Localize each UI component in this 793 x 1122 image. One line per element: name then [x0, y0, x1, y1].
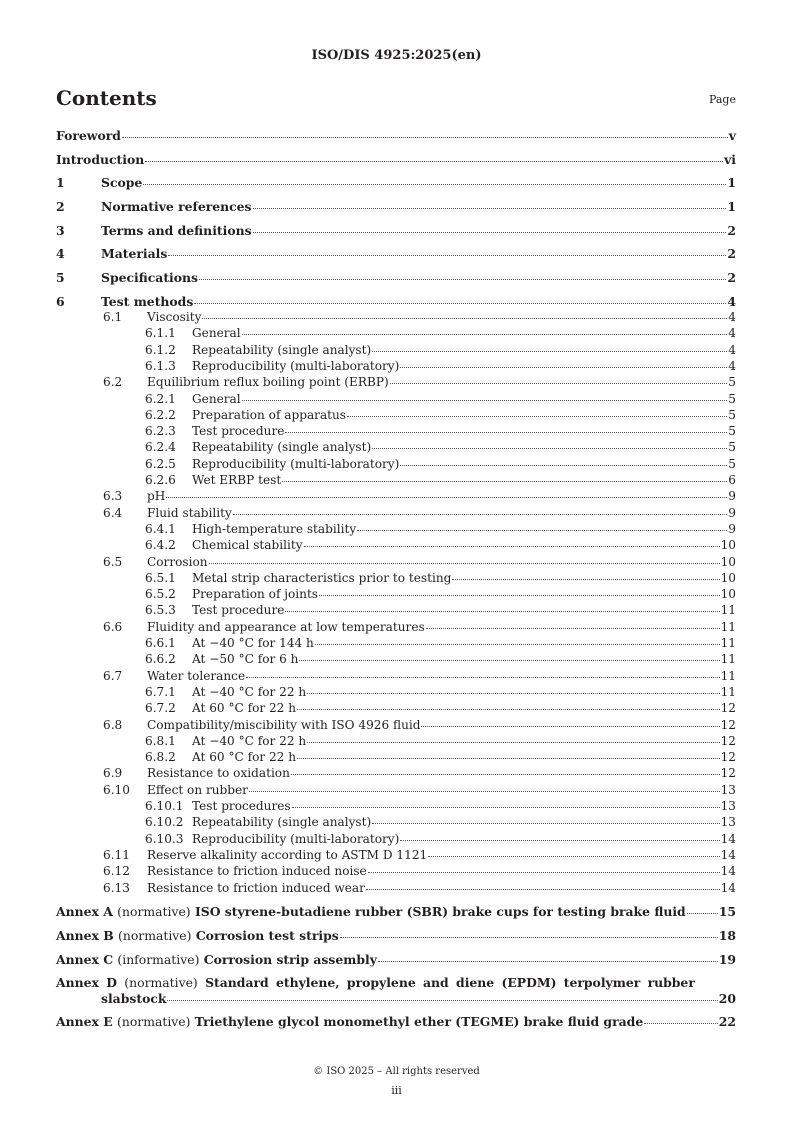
entry-number: 6.4.1 [145, 521, 176, 536]
entry-page: 10 [720, 554, 736, 569]
dot-leader [166, 497, 727, 498]
annex-title: ISO styrene-butadiene rubber (SBR) brake cups for testing brake fluid [194, 904, 686, 920]
toc-entry[interactable] [56, 199, 736, 215]
toc-subentry[interactable] [56, 489, 736, 505]
toc-entry[interactable] [56, 294, 736, 310]
toc-clauses [56, 175, 736, 896]
annex-type: (normative) [117, 1014, 191, 1030]
entry-page: 10 [720, 587, 736, 602]
annex-label: Annex E [56, 1014, 113, 1030]
dot-leader [242, 334, 728, 335]
entry-page: 18 [718, 927, 736, 943]
toc-annex-entry[interactable] [56, 952, 736, 968]
dot-leader [390, 383, 728, 384]
entry-page: 2 [727, 222, 736, 238]
entry-page: 20 [718, 991, 736, 1007]
dot-leader [194, 303, 726, 304]
toc-annex-entry[interactable] [56, 1014, 736, 1030]
entry-page: 1 [727, 199, 736, 215]
entry-page: 5 [728, 440, 736, 455]
entry-title: Normative references [101, 199, 252, 215]
toc-entry[interactable] [56, 246, 736, 262]
entry-number: 6.6 [103, 619, 123, 634]
entry-page: 12 [720, 766, 736, 781]
entry-page: vi [724, 151, 736, 167]
dot-leader [347, 416, 727, 417]
entry-title: Reproducibility (multi-laboratory) [192, 831, 400, 846]
entry-title: Fluidity and appearance at low temperatures [147, 619, 425, 634]
dot-leader [372, 351, 727, 352]
entry-title: pH [147, 489, 166, 504]
entry-number: 6.8.1 [145, 733, 176, 748]
entry-page: 2 [727, 246, 736, 262]
entry-title: Repeatability (single analyst) [192, 440, 372, 455]
toc-front-matter [56, 128, 736, 168]
entry-title: Effect on rubber [147, 782, 248, 797]
entry-title: Water tolerance [147, 668, 246, 683]
entry-number: 6.12 [103, 864, 130, 879]
toc-subentry[interactable] [56, 652, 736, 668]
dot-leader [421, 726, 719, 727]
dot-leader [199, 279, 726, 280]
annex-label: Annex D [56, 975, 117, 991]
toc-subentry[interactable] [56, 603, 736, 619]
toc-subentry[interactable] [56, 408, 736, 424]
entry-title: Reproducibility (multi-laboratory) [192, 456, 400, 471]
toc-subentry[interactable] [56, 587, 736, 603]
document-header: ISO/DIS 4925:2025(en) [311, 48, 482, 63]
dot-leader [400, 367, 727, 368]
entry-page: 15 [718, 904, 736, 920]
entry-number: 6.1.1 [145, 326, 176, 341]
entry-number: 6.1.2 [145, 342, 176, 357]
entry-page: 4 [728, 326, 736, 341]
toc-subentry[interactable] [56, 750, 736, 766]
toc-subentry[interactable] [56, 620, 736, 636]
annex-type: (informative) [117, 951, 200, 967]
toc-subentry[interactable] [56, 473, 736, 489]
dot-leader [368, 872, 720, 873]
toc-entry[interactable] [56, 152, 736, 168]
toc-subentry[interactable] [56, 555, 736, 571]
entry-number: 6.10.3 [145, 831, 184, 846]
entry-page: 12 [720, 717, 736, 732]
entry-title: Repeatability (single analyst) [192, 815, 372, 830]
annex-type: (normative) [118, 927, 192, 943]
dot-leader [340, 937, 718, 938]
toc-subentry[interactable] [56, 375, 736, 391]
entry-number: 6.4 [103, 505, 123, 520]
entry-number: 6.2.5 [145, 456, 176, 471]
entry-title: Test procedure [192, 424, 285, 439]
entry-title: Fluid stability [147, 505, 232, 520]
toc-subentry[interactable] [56, 864, 736, 880]
toc-subentry[interactable] [56, 359, 736, 375]
table-of-contents [56, 128, 736, 1038]
annex-label: Annex C [56, 951, 114, 967]
entry-page: 5 [728, 407, 736, 422]
entry-page: 5 [728, 456, 736, 471]
annex-title: Standard ethylene, propylene and diene (EPDM) terpolymer rubber [205, 975, 695, 991]
toc-subentry[interactable] [56, 881, 736, 897]
page-column-label: Page [708, 93, 736, 106]
toc-annexes [56, 904, 736, 1030]
entry-number: 6.13 [103, 880, 130, 895]
dot-leader [282, 481, 727, 482]
toc-subentry[interactable] [56, 669, 736, 685]
page-number: iii [391, 1084, 402, 1097]
dot-leader [145, 161, 723, 162]
toc-subentry[interactable] [56, 310, 736, 326]
annex-line [56, 991, 736, 1007]
entry-page: 4 [728, 342, 736, 357]
toc-subentry[interactable] [56, 734, 736, 750]
toc-subentry[interactable] [56, 783, 736, 799]
entry-title: Chemical stability [192, 538, 303, 553]
entry-page: 14 [720, 831, 736, 846]
entry-page: 12 [720, 733, 736, 748]
entry-title: Viscosity [147, 310, 202, 325]
dot-leader [297, 758, 720, 759]
dot-leader [167, 1000, 717, 1001]
entry-title: At −40 °C for 22 h [192, 733, 307, 748]
entry-number: 6.11 [103, 847, 130, 862]
dot-leader [291, 774, 720, 775]
toc-subentry[interactable] [56, 343, 736, 359]
entry-page: 11 [720, 636, 736, 651]
entry-title: Compatibility/miscibility with ISO 4926 fluid [147, 717, 421, 732]
entry-title: High-temperature stability [192, 521, 357, 536]
entry-page: v [728, 128, 736, 143]
entry-title: Resistance to friction induced wear [147, 880, 365, 895]
entry-title: Resistance to oxidation [147, 766, 290, 781]
entry-title: Scope [101, 175, 143, 191]
entry-number: 6.3 [103, 489, 123, 504]
dot-leader [378, 961, 718, 962]
entry-title: At −40 °C for 144 h [192, 636, 314, 651]
entry-number: 6.2.3 [145, 424, 176, 439]
dot-leader [304, 546, 720, 547]
dot-leader [297, 709, 720, 710]
entry-number: 6.6.1 [145, 636, 176, 651]
dot-leader [644, 1023, 718, 1024]
dot-leader [253, 232, 727, 233]
entry-number: 4 [56, 246, 65, 262]
entry-title: At −40 °C for 22 h [192, 684, 307, 699]
entry-page: 10 [720, 570, 736, 585]
entry-page: 11 [720, 619, 736, 634]
toc-subentry[interactable] [56, 636, 736, 652]
entry-page: 4 [728, 310, 736, 325]
toc-entry[interactable] [56, 175, 736, 191]
entry-number: 6.6.2 [145, 652, 176, 667]
entry-title: At −50 °C for 6 h [192, 652, 299, 667]
toc-subentry[interactable] [56, 506, 736, 522]
entry-number: 6 [56, 293, 65, 309]
entry-page: 22 [718, 1014, 736, 1030]
entry-page: 11 [720, 603, 736, 618]
entry-number: 6.2.1 [145, 391, 176, 406]
toc-annex-entry[interactable] [56, 928, 736, 944]
entry-page: 14 [720, 880, 736, 895]
toc-subentry[interactable] [56, 392, 736, 408]
entry-page: 13 [720, 815, 736, 830]
entry-page: 11 [720, 668, 736, 683]
entry-page: 4 [727, 293, 736, 309]
entry-number: 6.7 [103, 668, 123, 683]
entry-page: 12 [720, 701, 736, 716]
dot-leader [233, 514, 727, 515]
entry-number: 6.10.2 [145, 815, 184, 830]
dot-leader [249, 791, 720, 792]
annex-type: (normative) [124, 975, 198, 991]
entry-page: 19 [718, 951, 736, 967]
annex-title: Triethylene glycol monomethyl ether (TEGME) brake fluid grade [194, 1014, 644, 1030]
entry-title: At 60 °C for 22 h [192, 701, 297, 716]
entry-page: 4 [728, 359, 736, 373]
entry-title: Materials [101, 246, 168, 262]
entry-title: At 60 °C for 22 h [192, 750, 297, 765]
dot-leader [366, 889, 720, 890]
dot-leader [372, 448, 727, 449]
entry-page: 14 [720, 847, 736, 862]
entry-number: 6.1 [103, 310, 123, 325]
toc-annex-entry[interactable] [56, 904, 736, 920]
entry-title: Preparation of apparatus [192, 407, 347, 422]
entry-page: 9 [728, 521, 736, 536]
entry-title: General [192, 391, 241, 406]
entry-title: Foreword [56, 128, 121, 143]
dot-leader [285, 611, 719, 612]
dot-leader [299, 660, 719, 661]
annex-line [56, 975, 736, 991]
entry-page: 6 [728, 473, 736, 488]
annex-title-continued: slabstock [101, 991, 167, 1007]
entry-number: 6.8 [103, 717, 123, 732]
dot-leader [357, 530, 727, 531]
entry-title: Metal strip characteristics prior to testing [192, 570, 452, 585]
toc-subentry[interactable] [56, 766, 736, 782]
entry-number: 6.5.1 [145, 570, 176, 585]
entry-page: 2 [727, 270, 736, 286]
entry-page: 13 [720, 782, 736, 797]
entry-page: 13 [720, 799, 736, 814]
annex-label: Annex A [56, 904, 113, 920]
toc-annex-entry[interactable] [56, 975, 736, 1007]
dot-leader [400, 840, 719, 841]
entry-number: 6.5.2 [145, 587, 176, 602]
dot-leader [285, 432, 727, 433]
entry-number: 6.5.3 [145, 603, 176, 618]
page-title: Contents [56, 86, 157, 110]
entry-page: 12 [720, 750, 736, 765]
entry-title: Terms and definitions [101, 222, 252, 238]
dot-leader [307, 742, 719, 743]
entry-number: 2 [56, 199, 65, 215]
toc-subentry[interactable] [56, 424, 736, 440]
toc-subentry[interactable] [56, 685, 736, 701]
entry-number: 6.5 [103, 554, 123, 569]
entry-title: Wet ERBP test [192, 473, 282, 488]
toc-subentry[interactable] [56, 799, 736, 815]
dot-leader [253, 208, 727, 209]
entry-page: 10 [720, 538, 736, 553]
toc-entry[interactable] [56, 270, 736, 286]
dot-leader [143, 184, 726, 185]
entry-number: 6.10 [103, 782, 130, 797]
entry-number: 6.7.1 [145, 684, 176, 699]
dot-leader [307, 693, 719, 694]
dot-leader [246, 677, 720, 678]
entry-number: 6.2 [103, 375, 123, 390]
entry-number: 6.9 [103, 766, 123, 781]
dot-leader [242, 400, 728, 401]
entry-title: Resistance to friction induced noise [147, 864, 367, 879]
entry-page: 11 [720, 652, 736, 667]
annex-type: (normative) [117, 904, 191, 920]
entry-title: Reproducibility (multi-laboratory) [192, 359, 400, 373]
dot-leader [687, 913, 718, 914]
toc-entry[interactable] [56, 223, 736, 239]
entry-title: Introduction [56, 151, 145, 167]
entry-number: 6.10.1 [145, 799, 184, 814]
entry-title: Test procedures [192, 799, 291, 814]
entry-number: 6.4.2 [145, 538, 176, 553]
entry-title: Repeatability (single analyst) [192, 342, 372, 357]
entry-page: 5 [728, 375, 736, 390]
entry-page: 5 [728, 424, 736, 439]
toc-subentry[interactable] [56, 718, 736, 734]
toc-subentry[interactable] [56, 440, 736, 456]
dot-leader [292, 807, 720, 808]
entry-title: General [192, 326, 241, 341]
entry-title: Specifications [101, 270, 199, 286]
entry-page: 9 [728, 489, 736, 504]
dot-leader [452, 579, 719, 580]
dot-leader [400, 465, 727, 466]
toc-subentry[interactable] [56, 326, 736, 342]
entry-number: 6.2.6 [145, 473, 176, 488]
entry-page: 11 [720, 684, 736, 699]
dot-leader [426, 628, 720, 629]
dot-leader [122, 137, 728, 138]
entry-number: 6.2.2 [145, 407, 176, 422]
annex-label: Annex B [56, 927, 114, 943]
entry-number: 5 [56, 270, 65, 286]
entry-page: 1 [727, 175, 736, 191]
dot-leader [319, 595, 720, 596]
entry-title: Test methods [101, 293, 194, 309]
entry-page: 14 [720, 864, 736, 879]
toc-subentry[interactable] [56, 538, 736, 554]
copyright-notice: © ISO 2025 – All rights reserved [313, 1066, 480, 1077]
entry-page: 5 [728, 391, 736, 406]
annex-title: Corrosion test strips [195, 927, 339, 943]
entry-number: 6.2.4 [145, 440, 176, 455]
entry-title: Preparation of joints [192, 587, 319, 602]
toc-subentry[interactable] [56, 848, 736, 864]
entry-title: Reserve alkalinity according to ASTM D 1121 [147, 847, 428, 862]
entry-number: 6.8.2 [145, 750, 176, 765]
entry-title: Equilibrium reflux boiling point (ERBP) [147, 375, 389, 390]
annex-title: Corrosion strip assembly [203, 951, 377, 967]
entry-number: 1 [56, 175, 65, 191]
toc-subentry[interactable] [56, 832, 736, 848]
toc-subentry[interactable] [56, 815, 736, 831]
entry-title: Test procedure [192, 603, 285, 618]
toc-entry[interactable] [56, 128, 736, 144]
dot-leader [428, 856, 719, 857]
toc-subentry[interactable] [56, 457, 736, 473]
entry-number: 6.1.3 [145, 359, 176, 373]
dot-leader [202, 318, 727, 319]
toc-subentry[interactable] [56, 701, 736, 717]
dot-leader [315, 644, 720, 645]
toc-subentry[interactable] [56, 522, 736, 538]
entry-page: 9 [728, 505, 736, 520]
entry-title: Corrosion [147, 554, 208, 569]
entry-number: 6.7.2 [145, 701, 176, 716]
dot-leader [168, 255, 726, 256]
dot-leader [209, 563, 720, 564]
toc-subentry[interactable] [56, 571, 736, 587]
dot-leader [372, 823, 719, 824]
entry-number: 3 [56, 222, 65, 238]
